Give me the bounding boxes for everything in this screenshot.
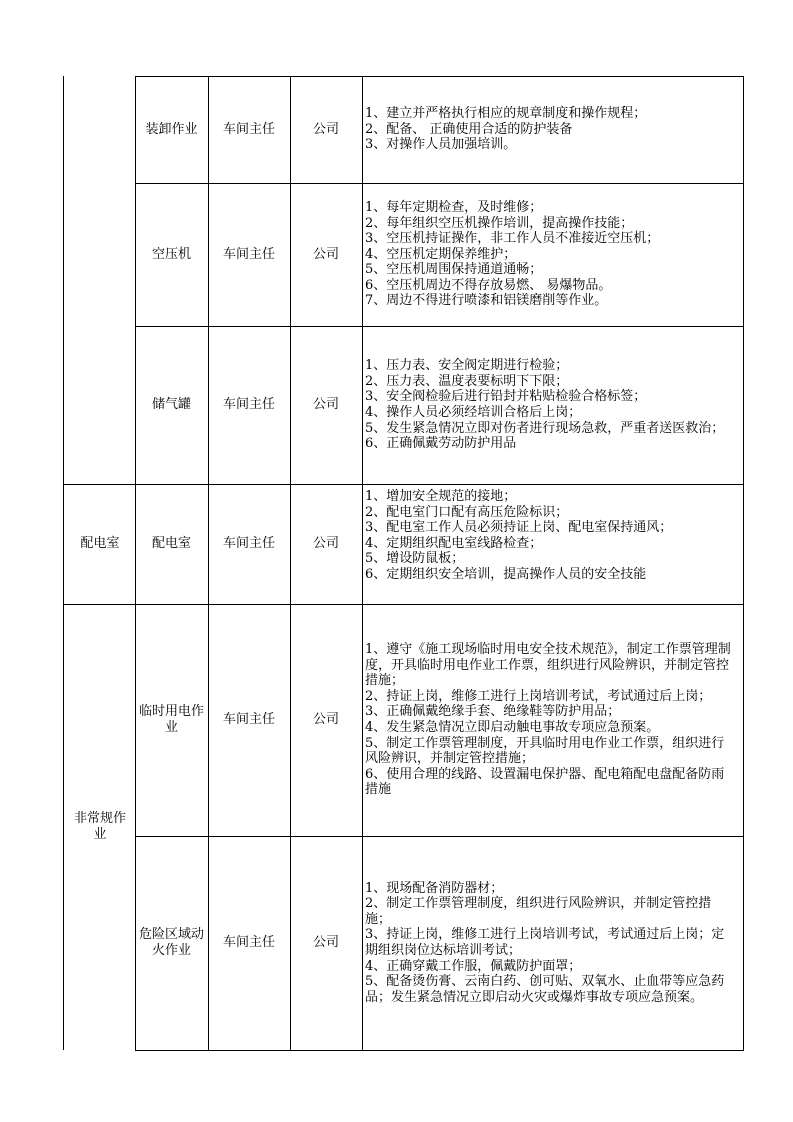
measure-item: 2、每年组织空压机操作培训，提高操作技能； xyxy=(365,215,634,231)
item-cell: 装卸作业 xyxy=(145,121,198,137)
measure-item: 3、安全阀检验后进行铅封并粘贴检验合格标签； xyxy=(365,389,647,405)
table-border xyxy=(135,326,744,327)
measure-item: 2、压力表、温度表要标明下下限； xyxy=(365,373,569,389)
measure-item: 1、建立并严格执行相应的规章制度和操作规程； xyxy=(365,106,647,122)
measure-item: 6、定期组织安全培训，提高操作人员的安全技能 xyxy=(365,566,647,582)
measure-item: 6、使用合理的线路、设置漏电保护器、配电箱配电盘配备防雨措施 xyxy=(365,766,725,798)
category-cell: 配电室 xyxy=(80,536,120,551)
measure-item: 4、正确穿戴工作服，佩戴防护面罩； xyxy=(365,958,582,974)
item-cell: 配电室 xyxy=(151,536,191,551)
measures-cell xyxy=(363,837,737,1049)
measures-cell xyxy=(363,77,737,182)
table-border xyxy=(743,76,744,1051)
measure-item: 6、空压机周边不得存放易燃、 易爆物品。 xyxy=(365,277,612,293)
level-cell: 公司 xyxy=(312,536,339,551)
measures-cell xyxy=(363,485,737,603)
measure-item: 5、空压机周围保持通道通畅； xyxy=(365,262,543,278)
table-border xyxy=(135,183,744,184)
item-cell: 危险区域动火作业 xyxy=(139,927,205,958)
table-border xyxy=(362,76,363,1051)
measure-item: 3、正确佩戴绝缘手套、绝缘鞋等防护用品； xyxy=(365,704,621,720)
measure-item: 4、发生紧急情况立即启动触电事故专项应急预案。 xyxy=(365,720,660,735)
category-cell: 非常规作业 xyxy=(73,811,126,842)
level-cell: 公司 xyxy=(312,397,339,412)
responsible-cell: 车间主任 xyxy=(222,246,275,262)
level-cell: 公司 xyxy=(312,712,339,727)
responsible-cell: 车间主任 xyxy=(222,536,275,551)
table-border xyxy=(135,76,136,1051)
measures-cell xyxy=(363,327,737,483)
measures-cell xyxy=(363,184,737,325)
level-cell: 公司 xyxy=(312,246,339,262)
level-cell: 公司 xyxy=(312,121,339,137)
table-border xyxy=(63,76,64,1050)
measure-item: 2、持证上岗，维修工进行上岗培训考试，考试通过后上岗； xyxy=(365,688,712,704)
measure-item: 7、周边不得进行喷漆和铝镁磨削等作业。 xyxy=(365,293,608,309)
measure-item: 3、空压机持证操作，非工作人员不准接近空压机； xyxy=(365,231,660,247)
measure-item: 1、遵守《施工现场临时用电安全技术规范》，制定工作票管理制度，开具临时用电作业工作票，组织进行风险辨识，并制定管控措施； xyxy=(365,642,731,689)
measure-item: 5、配备烫伤膏、云南白药、创可贴、双氧水、止血带等应急药品；发生紧急情况立即启动火灾或爆炸事故专项应急预案。 xyxy=(365,974,725,1005)
table-border xyxy=(135,76,744,77)
table-border xyxy=(63,484,744,485)
table-border xyxy=(290,76,291,1051)
measure-item: 1、现场配备消防器材； xyxy=(365,880,504,896)
measure-item: 4、空压机定期保养维护； xyxy=(365,246,517,262)
responsible-cell: 车间主任 xyxy=(222,712,275,727)
responsible-cell: 车间主任 xyxy=(222,935,275,950)
level-cell: 公司 xyxy=(312,935,339,950)
measure-item: 5、增设防鼠板； xyxy=(365,551,465,567)
measures-cell xyxy=(363,605,737,835)
item-cell: 储气罐 xyxy=(151,397,191,412)
table-border xyxy=(63,604,744,605)
measure-item: 3、持证上岗，维修工进行上岗培训考试，考试通过后上岗；定期组织岗位达标培训考试； xyxy=(365,927,725,958)
measure-item: 4、操作人员必须经培训合格后上岗； xyxy=(365,405,582,420)
measure-item: 3、配电室工作人员必须持证上岗、配电室保持通风； xyxy=(365,520,673,536)
table-border xyxy=(135,836,744,837)
measure-item: 5、发生紧急情况立即对伤者进行现场急救，严重者送医救治； xyxy=(365,420,725,436)
measure-item: 5、制定工作票管理制度，开具临时用电作业工作票，组织进行风险辨识，并制定管控措施； xyxy=(365,735,725,767)
responsible-cell: 车间主任 xyxy=(222,121,275,137)
measure-item: 3、对操作人员加强培训。 xyxy=(365,137,517,153)
measure-item: 1、压力表、安全阀定期进行检验； xyxy=(365,358,569,374)
table-border xyxy=(208,76,209,1051)
measure-item: 1、增加安全规范的接地； xyxy=(365,489,517,504)
measure-item: 2、制定工作票管理制度，组织进行风险辨识，并制定管控措施； xyxy=(365,896,712,927)
measure-item: 2、配备、 正确使用合适的防护装备 xyxy=(365,121,573,137)
measure-item: 1、每年定期检查，及时维修； xyxy=(365,199,543,215)
measure-item: 4、定期组织配电室线路检查； xyxy=(365,535,543,551)
measure-item: 2、配电室门口配有高压危险标识； xyxy=(365,504,569,520)
responsible-cell: 车间主任 xyxy=(222,397,275,412)
item-cell: 空压机 xyxy=(151,246,191,262)
measure-item: 6、正确佩戴劳动防护用品 xyxy=(365,436,517,452)
table-border xyxy=(135,1050,744,1051)
item-cell: 临时用电作业 xyxy=(139,704,205,735)
